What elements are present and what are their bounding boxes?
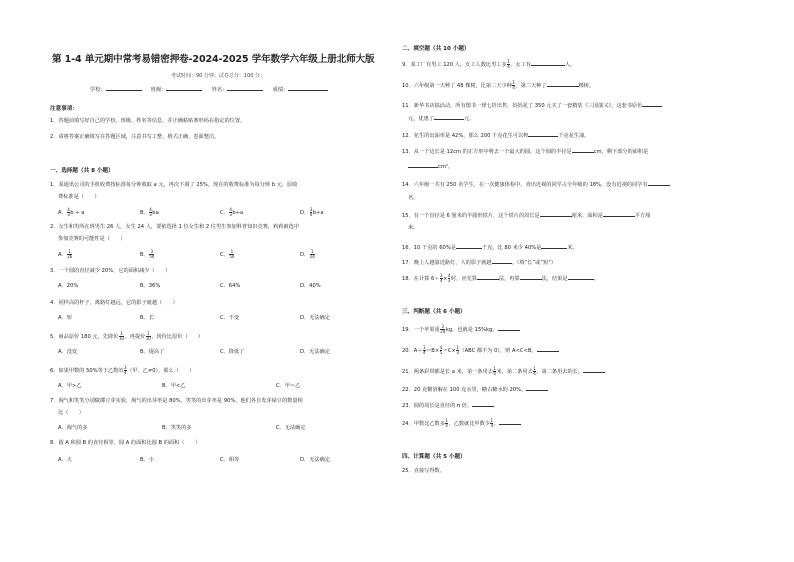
q5-option-c[interactable]: C．降低了	[220, 349, 245, 355]
question-7-line2: 比（ ）	[58, 410, 84, 416]
q15-blank-2[interactable]	[603, 211, 635, 217]
q6-option-a[interactable]: A．甲>乙	[58, 383, 82, 389]
question-4: 4．同样高的杆子，离路灯越远，它的影子就越（ ）	[50, 300, 178, 306]
question-15: 15．有一个直径是 6 厘米的半圆形铁片，这个铁片的周长是 厘米，面积是 平方厘	[402, 213, 651, 219]
q10-blank[interactable]	[547, 81, 579, 87]
school-field[interactable]	[106, 85, 142, 91]
q3-option-d[interactable]: D．40%	[300, 283, 321, 289]
q8-option-c[interactable]: C．相等	[220, 457, 240, 463]
section-2-heading: 二、填空题（共 10 小题）	[402, 46, 470, 52]
q8-option-d[interactable]: D．无法确定	[300, 457, 330, 463]
question-15-line2: 米。	[408, 225, 419, 231]
left-column	[44, 0, 392, 562]
q5-option-a[interactable]: A．没变	[58, 349, 78, 355]
q2-option-d[interactable]: D． $\frac{1}{24}$	[300, 249, 315, 260]
q2-option-c[interactable]: C． $\frac{1}{50}$	[220, 249, 235, 260]
score-field[interactable]	[288, 85, 328, 91]
q9-blank[interactable]	[531, 60, 565, 66]
question-24: 24．甲数比乙数多 $\frac{1}{4}$ ，乙数就比甲数少 $\frac{1}{4}$ 。	[402, 419, 521, 428]
question-22: 22．20 克糖溶解在 100 克水里，糖占糖水的 20%。	[402, 385, 548, 394]
school-label: 学校：	[90, 87, 106, 93]
q19-blank[interactable]	[498, 325, 520, 331]
q18-blank-1[interactable]	[477, 274, 499, 280]
q16-blank-2[interactable]	[541, 243, 567, 249]
question-14: 14．六年级一共有 250 名学生，在一次健康体检中，查出近视的同学占全年级的 18%，没有近视的同学有	[402, 180, 670, 189]
notice-item-2: 2．请将答案正确填写在答题区域，注意书写工整，格式正确，卷面整洁。	[50, 134, 220, 140]
q24-blank[interactable]	[499, 419, 521, 425]
question-2-line2: 参加竞赛的可能性是（ ）	[58, 236, 126, 242]
question-11: 11．新华书店搞活动，所有图书一律七折出售，妈妈花了 350 元买了一套精装《三国演义》，这套书原价	[402, 101, 662, 110]
q7-option-c[interactable]: C．无法确定	[276, 425, 306, 431]
q13-blank-1[interactable]	[572, 147, 594, 153]
question-16: 16．10 千克的 60%是 千克，比 80 米少 40%是 米。	[402, 245, 578, 251]
question-2: 2．女生和男所在班男生 26 人，女生 24 人，要依选择 1 位女生和 2 位男生参加科普知识竞赛，莉莉被选中	[50, 224, 299, 230]
q4-option-b[interactable]: B．长	[140, 315, 154, 321]
class-label: 班级：	[150, 87, 167, 93]
q20-blank[interactable]	[537, 346, 559, 352]
name-label: 姓名：	[211, 87, 228, 93]
q2-option-b[interactable]: B． $\frac{3}{50}$	[140, 249, 155, 260]
question-21: 21．两条彩带都是长 a 米，第一条用去 $\frac{1}{4}$ 米，第二条用去 $\frac{1}{4}$ ，第二条用去的长。	[402, 367, 605, 376]
question-12: 12．花生的出油率是 42%，那么 200 千克花生可以榨 千克花生油。	[402, 133, 590, 139]
notice-item-1: 1．答题前填写好自己的学校、班级、姓名等信息，并正确粘贴条形码在指定的位置。	[50, 118, 246, 124]
q14-blank[interactable]	[648, 180, 670, 186]
q17-blank[interactable]	[492, 258, 512, 264]
q5-option-d[interactable]: D．无法确定	[300, 349, 330, 355]
q11-blank-1[interactable]	[642, 101, 662, 107]
q1-option-c[interactable]: C． $\frac{4}{3}$ b÷a	[220, 207, 244, 218]
q15-blank-1[interactable]	[540, 211, 572, 217]
q7-option-b[interactable]: B．笑笑的多	[162, 425, 192, 431]
name-field[interactable]	[227, 85, 263, 91]
q18-blank-3[interactable]	[568, 274, 594, 280]
question-1-line2: 费标准是（ ）	[58, 194, 100, 200]
question-1: 1．某通讯公司的手机收费按标准每分钟收取 a 元，再次下调了 25%，现在的收费标准为每分钟 b 元，原收	[50, 182, 298, 188]
q22-blank[interactable]	[526, 385, 548, 391]
question-5: 5．商品原价 180 元，先降价 $\frac{1}{10}$ ，再提价 $\frac{1}{10}$ ，现价比原价（ ）	[50, 331, 204, 342]
question-13: 13．从一个边长是 12cm 的正方形中剪去一个最大的圆，这个圆的半径是 cm，剩下部分的面积是	[402, 149, 649, 155]
q3-option-a[interactable]: A．20%	[58, 283, 79, 289]
q11-blank-2[interactable]	[434, 114, 464, 120]
question-6: 6．如果甲数的 50%等于乙数的 $\frac{3}{4}$ （甲、乙≠0），那么（ ）	[50, 365, 195, 376]
q6-option-c[interactable]: C．甲＝乙	[276, 383, 301, 389]
question-9: 9．某工厂有男工 120 人，女工人数比男工多 $\frac{1}{4}$ ，女工有 人。	[402, 59, 576, 70]
q3-option-b[interactable]: B．36%	[140, 283, 161, 289]
q23-blank[interactable]	[472, 401, 494, 407]
q5-option-b[interactable]: B．提高了	[140, 349, 165, 355]
page-title: 第 1-4 单元期中常考易错密押卷-2024-2025 学年数学六年级上册北师大版	[52, 54, 375, 65]
q1-option-a[interactable]: A． $\frac{4}{3}$ b ÷ a	[58, 207, 85, 218]
info-fields	[90, 85, 328, 94]
section-3-heading: 三、判断题（共 6 小题）	[402, 309, 466, 315]
q18-blank-2[interactable]	[520, 274, 542, 280]
exam-info: 考试时间：90 分钟；试卷总分：100 分；	[170, 73, 266, 79]
q3-option-c[interactable]: C．64%	[220, 283, 241, 289]
q21-blank[interactable]	[583, 367, 605, 373]
question-17: 17．晚上人越靠近路灯，人的影子就越 。（填“长”或“短”）	[402, 260, 557, 266]
question-3: 3．一个圆的直径减少 20%，它的面积减少（ ）	[50, 268, 171, 274]
question-18: 18．在计算 6＋ $\frac{3}{4}$ × $\frac{4}{3}$ 时，应先算 法，再算 法，结果是 。	[402, 273, 599, 284]
question-20: 20．A＋ $\frac{1}{4}$ ＝B× $\frac{4}{5}$ ＝C× $\frac{1}{3}$ （ABC 都不为 0），则 A<C<B。	[402, 346, 559, 355]
question-10: 10．六年级第一天种了 48 棵树，比第二天少种 $\frac{1}{4}$ ，第二天种了 棵树。	[402, 80, 595, 91]
q6-option-b[interactable]: B．甲<乙	[162, 383, 186, 389]
question-19: 19．一个苹果重 $\frac{3}{20}$ kg，也就是 15%kg。	[402, 325, 520, 334]
q4-option-d[interactable]: D．无法确定	[300, 315, 330, 321]
question-14-line2: 名。	[408, 195, 419, 201]
q8-option-a[interactable]: A．大	[58, 457, 72, 463]
q12-blank[interactable]	[528, 131, 558, 137]
score-label: 成绩：	[272, 87, 289, 93]
notice-heading: 注意事项：	[50, 106, 78, 112]
q7-option-a[interactable]: A．淘气的多	[58, 425, 88, 431]
question-23: 23．圆的周长是直径的 π 倍。	[402, 401, 494, 410]
q4-option-a[interactable]: A．短	[58, 315, 72, 321]
section-1-heading: 一、选择题（共 8 小题）	[50, 168, 114, 174]
question-11-line2: 元，优惠了 元。	[408, 116, 475, 122]
q1-option-d[interactable]: D． $\frac{3}{4}$ b÷a	[300, 207, 324, 218]
class-field[interactable]	[166, 85, 202, 91]
right-column	[402, 0, 782, 562]
q16-blank-1[interactable]	[456, 243, 482, 249]
q1-option-b[interactable]: B． $\frac{4}{3}$ ba	[140, 207, 159, 218]
question-8: 8．圆 A 和圆 B 的直径相等，圆 A 的面积比圆 B 的面积（ ）	[50, 440, 201, 446]
q2-option-a[interactable]: A． $\frac{1}{26}$	[58, 249, 73, 260]
section-4-heading: 四、计算题（共 5 小题）	[402, 454, 466, 460]
question-7: 7．淘气和笑笑分别做掷豆芽实验，淘气的出芽率是 80%，笑笑的出芽率是 90%，他们各自发芽绿豆的数量相	[50, 398, 303, 404]
question-25: 25．直接写得数。	[402, 468, 445, 474]
question-13-line2: cm²。	[408, 162, 453, 171]
q8-option-b[interactable]: B．小	[140, 457, 154, 463]
q4-option-c[interactable]: C．不变	[220, 315, 240, 321]
q13-blank-2[interactable]	[408, 162, 438, 168]
